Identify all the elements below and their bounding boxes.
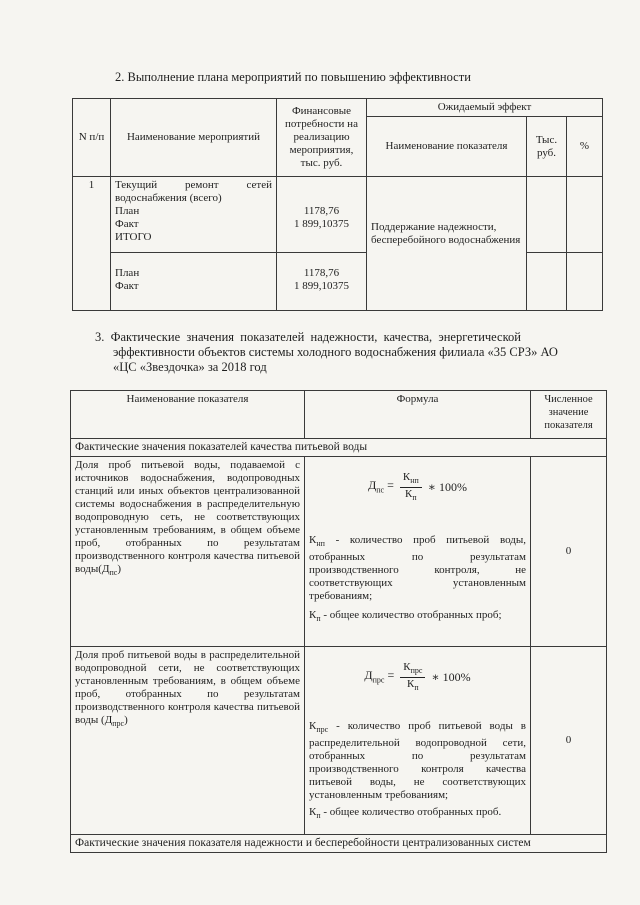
section3-title-line2: эффективности объектов системы холодного водоснабжения филиала «35 СРЗ» АО [113, 345, 558, 359]
header-indicator-name: Наименование показателя [71, 391, 305, 439]
value-pss: 0 [531, 457, 607, 647]
header-finance: Финансовые потребности на реализацию мероприятия, тыс. руб. [277, 99, 367, 177]
header-numeric-value: Численное значение показателя [531, 391, 607, 439]
row-thousand-cell [527, 177, 567, 253]
row-name-line5: ИТОГО [115, 231, 152, 243]
row-values [277, 177, 367, 253]
indicator-name-pss [71, 457, 305, 647]
formula-pss-tail: ∗ 100% [427, 480, 467, 495]
row-sub-thousand-cell [527, 253, 567, 311]
header-name: Наименование мероприятий [111, 99, 277, 177]
row-sub-plan: План [115, 267, 140, 279]
row-sub-percent-cell [567, 253, 603, 311]
row-name-line4: Факт [115, 218, 139, 230]
row-name-line2: водоснабжения (всего) [115, 192, 222, 204]
indicator-name-pss-end: ) [117, 563, 121, 575]
row-indicator-text: Поддержание надежности, бесперебойного водоснабжения [371, 221, 521, 246]
header-effect: Ожидаемый эффект [367, 99, 603, 117]
indicator-name-prs-text: Доля проб питьевой воды в распределительной водопроводной сети, не соответствующих установленным требованиям, в общем объеме проб, отобранных по результатам производственного контроля качества питьевой воды (Д [75, 649, 300, 726]
indicator-name-prs-sub: прс [112, 719, 125, 729]
formula-pss-cell [305, 457, 531, 647]
formula-prs-fraction: $\frac{К_{прс}}{К_п}$ [400, 661, 425, 694]
row-sub-fact-value: 1 899,10375 [294, 280, 349, 292]
formula-pss-fraction: $\frac{К_{нп}}{К_п}$ [400, 471, 422, 504]
group-reliability-heading: Фактические значения показателя надежности и бесперебойности централизованных систем [71, 835, 607, 853]
formula-prs-tail: ∗ 100% [431, 670, 471, 685]
formula-prs-desc2: $К_п$ - общее количество отобранных проб. [309, 805, 502, 820]
row-num: 1 [73, 177, 111, 311]
header-thousand: Тыс. руб. [527, 117, 567, 177]
efficiency-plan-table [72, 98, 603, 311]
row-name-line3: План [115, 205, 140, 217]
indicators-table [70, 390, 607, 853]
section3-title [95, 330, 605, 375]
formula-prs-left: $Д_{прс}$ = [364, 667, 395, 685]
row-indicator [367, 177, 527, 311]
header-formula: Формула [305, 391, 531, 439]
section3-title-line1: 3. Фактические значения показателей надежности, качества, энергетической [95, 330, 521, 344]
row-percent-cell [567, 177, 603, 253]
row-name-line1: Текущий ремонт сетей [115, 179, 272, 191]
formula-pss-desc1: $К_{нп}$ - количество проб питьевой воды, отобранных по результатам производственного контроля, не соответствующих установленным требованиям; [309, 534, 526, 602]
formula-prs-cell [305, 647, 531, 835]
header-percent: % [567, 117, 603, 177]
formula-pss-desc2: $К_п$ - общее количество отобранных проб; [309, 608, 502, 623]
header-indicator: Наименование показателя [367, 117, 527, 177]
row-name [111, 177, 277, 253]
indicator-name-pss-text: Доля проб питьевой воды, подаваемой с источников водоснабжения, водопроводных станций или иных объектов централизованной системы водоснабжения в распределительную водопроводную сеть, не соответствующих установленным требованиям, в общем объеме проб, отобранных по результатам производственного контроля качества питьевой воды(Д [75, 459, 300, 575]
indicator-name-prs-end: ) [124, 714, 128, 726]
indicator-name-pss-sub: пс [109, 568, 118, 578]
row-sub-plan-value: 1178,76 [303, 267, 340, 279]
formula-pss [309, 471, 526, 504]
indicator-name-prs [71, 647, 305, 835]
row-fact-value: 1 899,10375 [294, 218, 349, 230]
row-sub-names [111, 253, 277, 311]
row-sub-fact: Факт [115, 280, 139, 292]
value-prs: 0 [531, 647, 607, 835]
group-quality-heading: Фактические значения показателей качества питьевой воды [71, 439, 607, 457]
section2-title: 2. Выполнение плана мероприятий по повышению эффективности [115, 70, 471, 84]
formula-prs-desc1: $К_{прс}$ - количество проб питьевой воды в распределительной водопроводной сети, отобранных по результатам производственного контроля качества питьевой воды, не соответствующих установленным требованиям; [309, 720, 526, 801]
header-num: N п/п [73, 99, 111, 177]
row-sub-values [277, 253, 367, 311]
section3-title-line3: «ЦС «Звездочка» за 2018 год [113, 360, 267, 374]
formula-prs [309, 661, 526, 694]
formula-pss-left: $Д_{пс}$ = [368, 477, 394, 495]
row-plan-value: 1178,76 [303, 205, 340, 217]
